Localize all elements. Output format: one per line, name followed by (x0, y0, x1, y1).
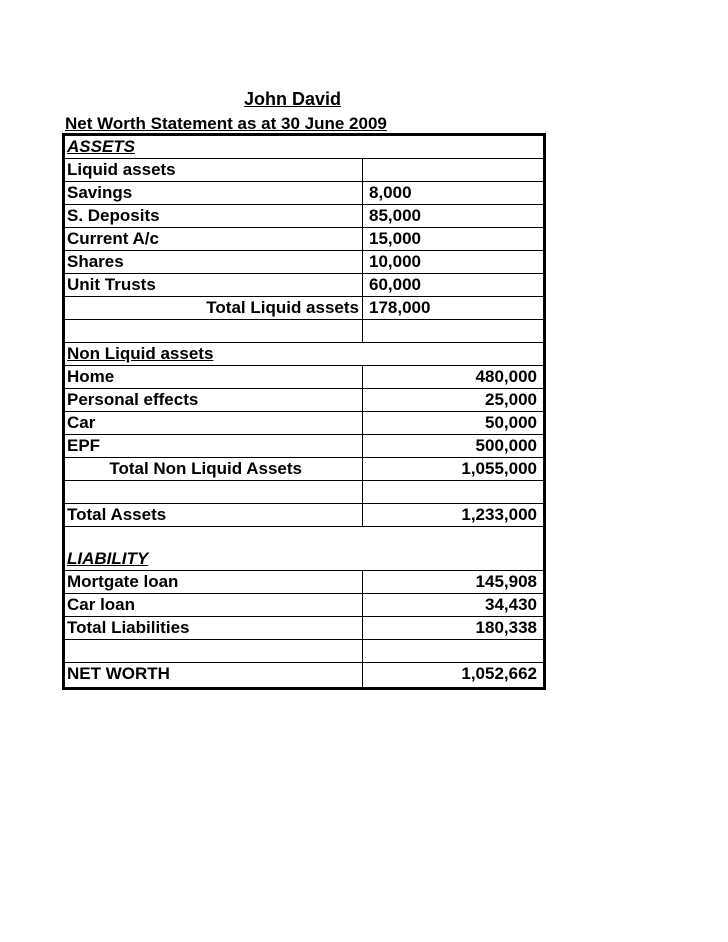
item-label: Unit Trusts (65, 274, 363, 296)
table-row (65, 251, 543, 274)
table-row-non-liquid-heading (65, 343, 543, 366)
non-liquid-total-label: Total Non Liquid Assets (65, 458, 363, 480)
item-value: 85,000 (369, 206, 421, 225)
total-liabilities-label: Total Liabilities (65, 617, 363, 639)
empty-cell (65, 640, 363, 662)
owner-name: John David (244, 89, 342, 109)
table-row (65, 571, 543, 594)
item-value: 50,000 (485, 413, 537, 432)
liquid-total-value: 178,000 (369, 298, 431, 317)
item-label: Home (65, 366, 363, 388)
table-row (65, 274, 543, 297)
item-value: 8,000 (369, 183, 412, 202)
net-worth-value: 1,052,662 (461, 664, 537, 683)
table-row-liquid-heading (65, 159, 543, 182)
assets-heading: ASSETS (67, 137, 136, 156)
table-row (65, 205, 543, 228)
table-row (65, 366, 543, 389)
net-worth-label: NET WORTH (65, 663, 363, 687)
total-assets-value: 1,233,000 (461, 505, 537, 524)
table-row (65, 182, 543, 205)
item-label: Mortgate loan (65, 571, 363, 593)
item-value: 25,000 (485, 390, 537, 409)
empty-cell (363, 159, 543, 181)
item-label: EPF (65, 435, 363, 457)
table-row (65, 412, 543, 435)
table-row (65, 594, 543, 617)
table-row-spacer (65, 640, 543, 663)
non-liquid-total-value: 1,055,000 (461, 459, 537, 478)
empty-cell (65, 320, 363, 342)
empty-cell (65, 481, 363, 503)
empty-cell (363, 320, 543, 342)
table-row-non-liquid-total (65, 458, 543, 481)
empty-cell (363, 640, 543, 662)
item-value: 34,430 (485, 595, 537, 614)
statement-title: Net Worth Statement as at 30 June 2009 (65, 114, 387, 133)
table-row (65, 389, 543, 412)
total-liabilities-value: 180,338 (475, 618, 537, 637)
net-worth-table (62, 133, 546, 690)
table-row-liquid-total (65, 297, 543, 320)
item-label: Car (65, 412, 363, 434)
liquid-assets-heading: Liquid assets (65, 159, 363, 181)
item-label: Car loan (65, 594, 363, 616)
item-value: 500,000 (475, 436, 537, 455)
table-row-total-assets (65, 504, 543, 527)
item-label: S. Deposits (65, 205, 363, 227)
item-value: 60,000 (369, 275, 421, 294)
table-row (65, 228, 543, 251)
table-row-net-worth (65, 663, 543, 687)
item-label: Shares (65, 251, 363, 273)
item-value: 145,908 (475, 572, 537, 591)
table-row-assets-heading (65, 136, 543, 159)
liability-heading: LIABILITY (67, 549, 149, 568)
liquid-total-label: Total Liquid assets (65, 297, 363, 319)
item-value: 480,000 (475, 367, 537, 386)
non-liquid-assets-heading: Non Liquid assets (67, 344, 214, 363)
item-label: Personal effects (65, 389, 363, 411)
empty-cell (363, 481, 543, 503)
table-row-total-liabilities (65, 617, 543, 640)
table-row-liability-heading (65, 527, 543, 571)
table-row (65, 435, 543, 458)
item-value: 15,000 (369, 229, 421, 248)
total-assets-label: Total Assets (65, 504, 363, 526)
table-row-spacer (65, 320, 543, 343)
table-row-spacer (65, 481, 543, 504)
item-label: Current A/c (65, 228, 363, 250)
item-value: 10,000 (369, 252, 421, 271)
item-label: Savings (65, 182, 363, 204)
